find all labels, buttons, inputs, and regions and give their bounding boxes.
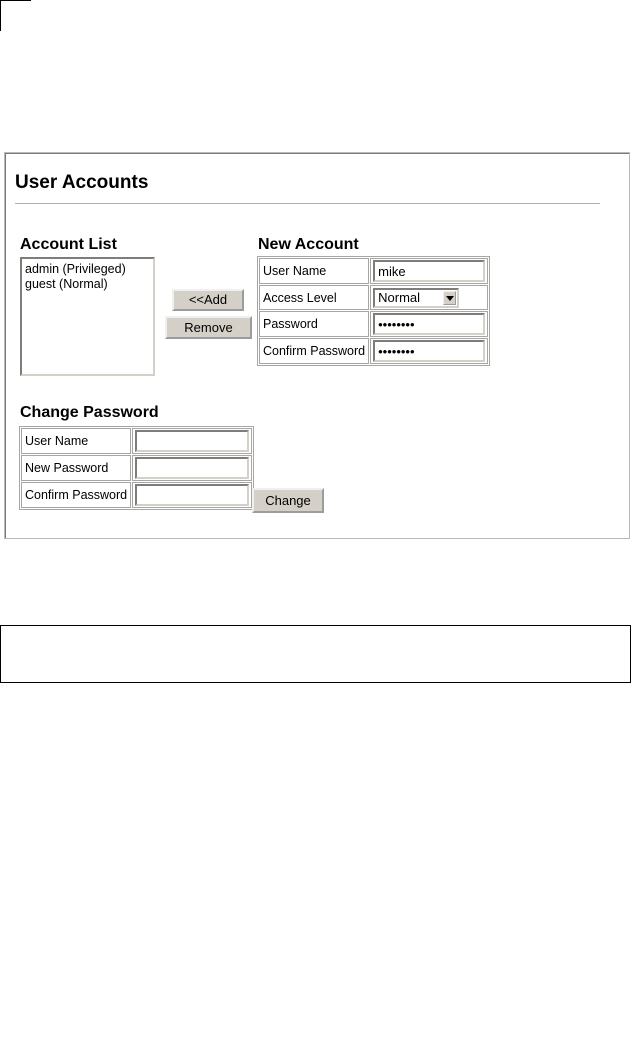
- access-level-select[interactable]: [373, 288, 459, 308]
- change-password-user-name-label: User Name: [21, 428, 131, 454]
- change-password-new-password-input[interactable]: [135, 457, 249, 479]
- account-list-item-admin[interactable]: admin (Privileged): [25, 262, 126, 276]
- change-button[interactable]: Change: [252, 488, 324, 513]
- page-title: User Accounts: [15, 172, 149, 193]
- new-account-confirm-password-cell: [370, 338, 488, 364]
- change-password-user-name-cell: [132, 428, 252, 454]
- new-account-row-password: [259, 311, 488, 337]
- new-account-heading: New Account: [258, 236, 359, 253]
- change-password-new-password-cell: [132, 455, 252, 481]
- change-password-heading: Change Password: [20, 404, 159, 421]
- new-account-access-level-label: Access Level: [259, 285, 369, 310]
- change-password-user-name-input[interactable]: [135, 430, 249, 452]
- account-list-heading: Account List: [20, 236, 117, 253]
- new-account-access-level-cell: [370, 285, 488, 310]
- remove-button[interactable]: Remove: [165, 316, 252, 339]
- new-account-user-name-label: User Name: [259, 258, 369, 284]
- new-account-password-input[interactable]: [373, 313, 485, 335]
- title-divider: [15, 203, 600, 204]
- change-password-row-user-name: [21, 428, 252, 454]
- change-password-confirm-password-label: Confirm Password: [21, 482, 131, 508]
- new-account-row-user-name: [259, 258, 488, 284]
- access-level-selected-value: Normal: [378, 289, 421, 305]
- add-button[interactable]: <<Add: [172, 289, 244, 311]
- page-corner-mark: [0, 0, 31, 31]
- change-password-row-confirm-password: [21, 482, 252, 508]
- new-account-form: [257, 256, 490, 366]
- change-password-confirm-password-cell: [132, 482, 252, 508]
- account-list-item-guest[interactable]: guest (Normal): [25, 277, 108, 291]
- dropdown-arrow-icon[interactable]: [443, 291, 456, 305]
- change-password-confirm-password-input[interactable]: [135, 484, 249, 506]
- new-account-confirm-password-label: Confirm Password: [259, 338, 369, 364]
- new-account-password-cell: [370, 311, 488, 337]
- new-account-user-name-input[interactable]: [373, 260, 485, 282]
- change-password-form: [19, 426, 254, 510]
- change-password-row-new-password: [21, 455, 252, 481]
- new-account-user-name-cell: [370, 258, 488, 284]
- account-list[interactable]: [20, 257, 155, 376]
- new-account-row-access-level: [259, 285, 488, 310]
- new-account-password-label: Password: [259, 311, 369, 337]
- new-account-row-confirm-password: [259, 338, 488, 364]
- change-password-new-password-label: New Password: [21, 455, 131, 481]
- new-account-confirm-password-input[interactable]: [373, 340, 485, 362]
- empty-note-box: [0, 625, 631, 683]
